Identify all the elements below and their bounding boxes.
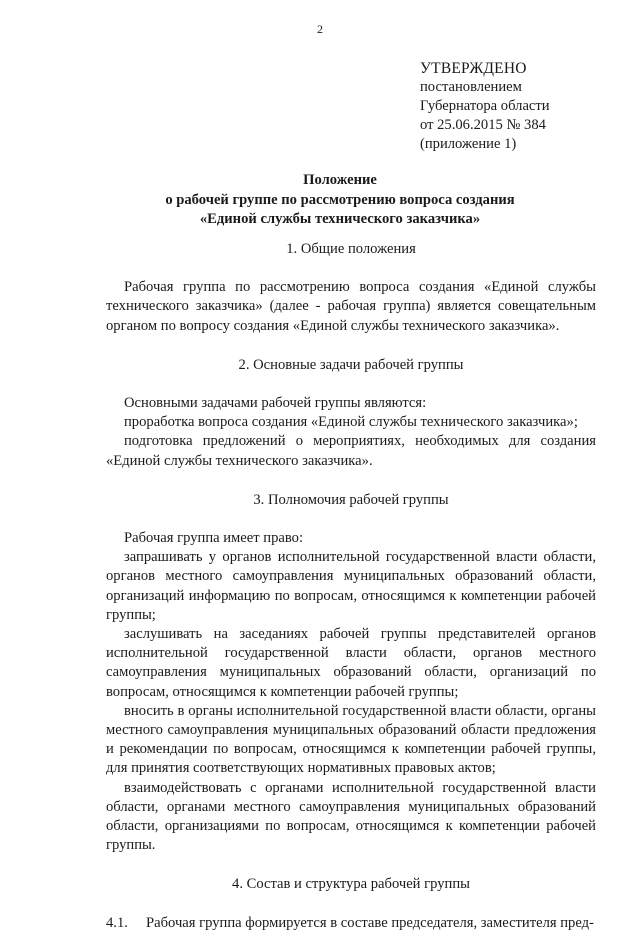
paragraph: Рабочая группа по рассмотрению вопроса создания «Единой службы технического заказчика» (далее - рабочая группа) является совещательным органом по вопросу создания «Единой службы технического заказчика».	[106, 279, 596, 334]
paragraph: Рабочая группа имеет право:	[124, 530, 304, 547]
numbered-item	[106, 914, 596, 933]
paragraph: проработка вопроса создания «Единой службы технического заказчика»;	[124, 414, 578, 431]
paragraph: подготовка предложений о мероприятиях, необходимых для создания «Единой службы технического заказчика».	[106, 433, 596, 469]
paragraph: заслушивать на заседаниях рабочей группы представителей органов исполнительной государственной власти области, органов местного самоуправления муниципальных образований области, организаций по вопросам, относящимся к компетенции рабочей группы;	[106, 626, 596, 700]
section-heading: 1. Общие положения	[286, 241, 416, 257]
approval-line: постановлением	[420, 79, 522, 95]
approval-stamp: УТВЕРЖДЕНО	[420, 60, 527, 77]
title-line: Положение	[303, 172, 377, 188]
approval-line: от 25.06.2015 № 384	[420, 117, 546, 133]
item-number: 4.1.	[106, 914, 128, 931]
approval-line: Губернатора области	[420, 98, 550, 114]
paragraph: вносить в органы исполнительной государственной власти области, органы местного самоуправления муниципальных образований области предложения и рекомендации по вопросам, относящимся к компетенции рабочей группы, для принятия соответствующих нормативных правовых актов;	[106, 702, 596, 777]
title-line: «Единой службы технического заказчика»	[199, 211, 481, 227]
approval-block	[420, 59, 630, 154]
document-body	[106, 240, 596, 933]
paragraph: взаимодействовать с органами исполнительной государственной власти области, органами местного самоуправления муниципальных образований области, организациями по вопросам, относящимся к компетенции рабочей группы.	[106, 779, 596, 854]
item-text: Рабочая группа формируется в составе председателя, заместителя пред-	[146, 914, 594, 931]
approval-line: (приложение 1)	[420, 136, 517, 152]
paragraph: Основными задачами рабочей группы являются:	[124, 395, 427, 412]
document-title	[80, 171, 600, 230]
section-heading: 2. Основные задачи рабочей группы	[238, 356, 464, 373]
section-heading: 3. Полномочия рабочей группы	[253, 491, 449, 508]
page-number: 2	[317, 22, 323, 36]
title-line: о рабочей группе по рассмотрению вопроса создания	[165, 191, 515, 208]
section-heading: 4. Состав и структура рабочей группы	[232, 876, 470, 893]
paragraph: запрашивать у органов исполнительной государственной власти области, органов местного самоуправления муниципальных образований области, организаций информацию по вопросам, относящимся к компетенции рабочей группы;	[106, 549, 596, 623]
